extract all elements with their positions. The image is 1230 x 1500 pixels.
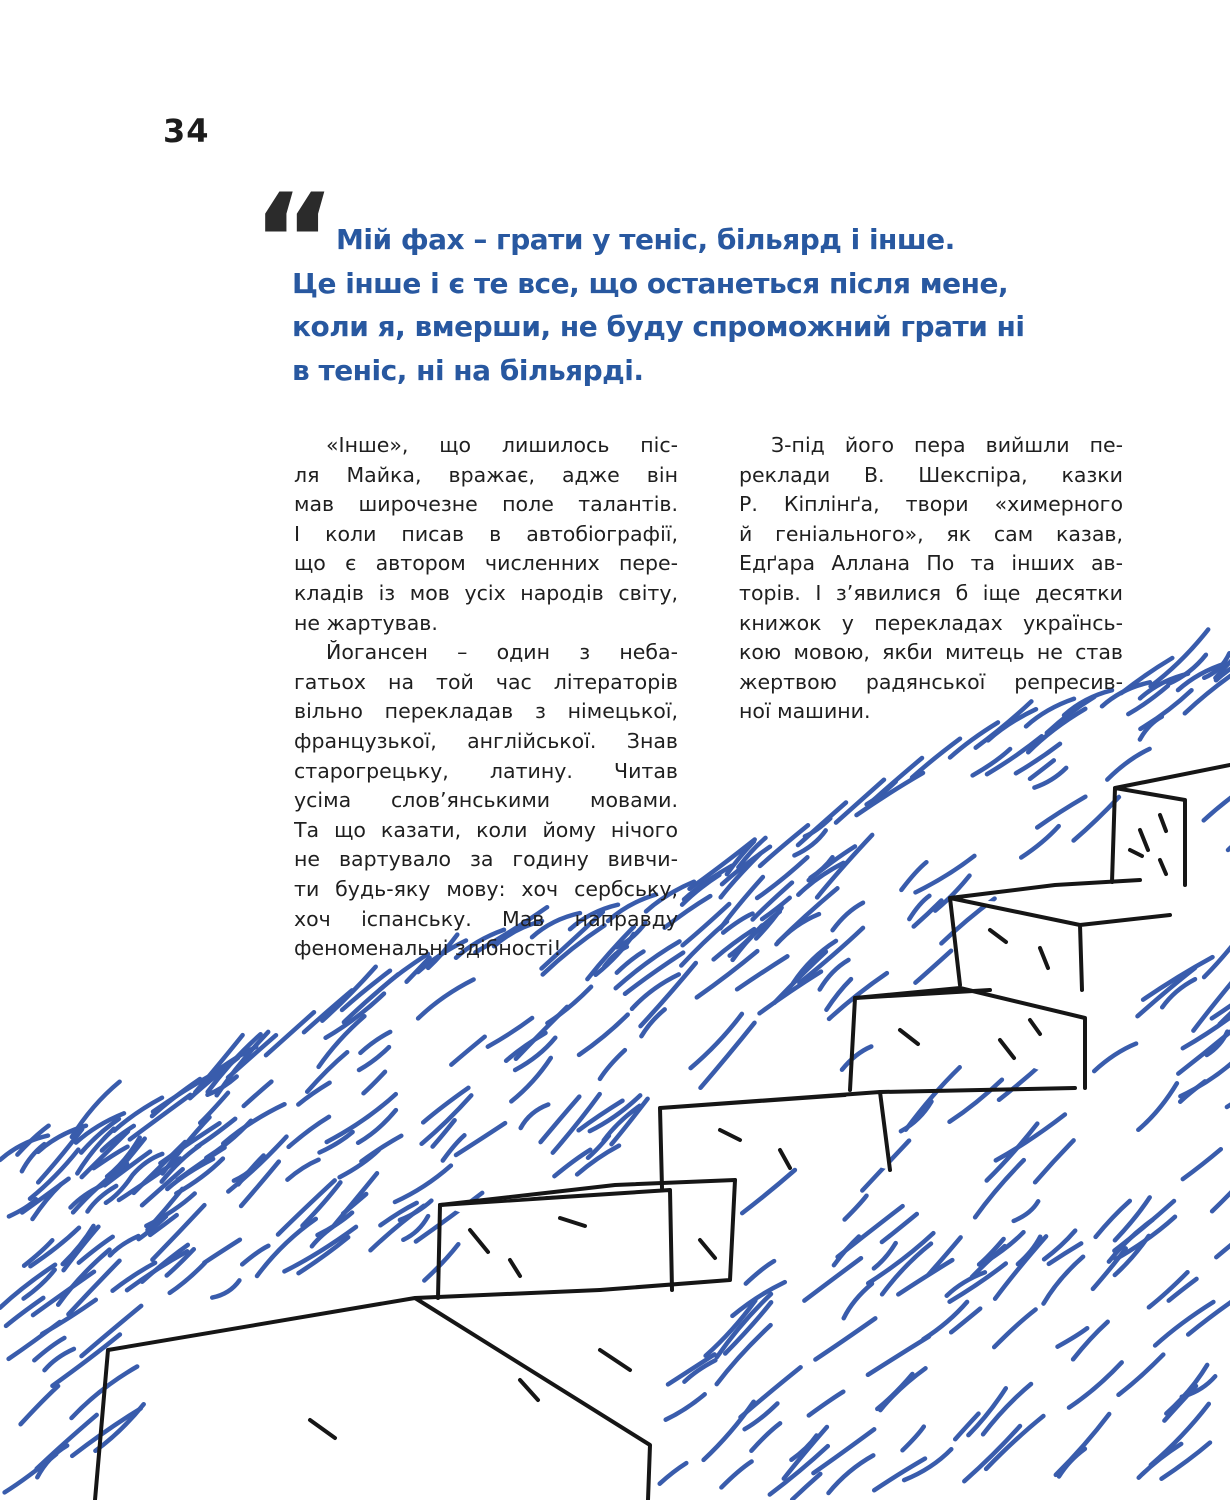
hatch-stroke — [1151, 1404, 1209, 1465]
quote-line: в теніс, ні на більярді. — [292, 353, 644, 387]
hatch-stroke — [742, 1170, 795, 1213]
hatch-stroke — [361, 1136, 401, 1162]
hatch-stroke — [986, 1416, 1043, 1469]
hatch-stroke — [1069, 1362, 1122, 1407]
hatch-stroke — [776, 914, 819, 944]
hill-edge-stroke — [760, 825, 808, 866]
hatch-stroke — [668, 1354, 715, 1384]
hatch-stroke — [68, 1261, 119, 1315]
hatch-stroke — [451, 1037, 484, 1065]
hatch-stroke — [833, 903, 863, 931]
hatch-stroke — [792, 1474, 820, 1500]
hatch-stroke — [579, 1015, 628, 1055]
hatch-stroke — [964, 1426, 1020, 1481]
paragraph — [739, 431, 1123, 727]
hatch-stroke — [732, 1282, 784, 1316]
hill-edge-stroke — [798, 803, 846, 846]
hatch-stroke — [844, 1284, 872, 1319]
text-line: кою мовою, якби митець не став — [739, 640, 1123, 665]
hatch-stroke — [1059, 1449, 1085, 1477]
hatch-stroke — [1037, 797, 1085, 828]
hatch-stroke — [212, 1280, 239, 1297]
hatch-stroke — [110, 1236, 138, 1255]
hatch-stroke — [987, 736, 1042, 774]
hatch-stroke — [1094, 1044, 1136, 1072]
hatch-stroke — [299, 1237, 349, 1273]
hatch-stroke — [364, 1072, 386, 1094]
hatch-stroke — [424, 1244, 458, 1280]
hatch-stroke — [660, 1463, 687, 1484]
hatch-stroke — [691, 1014, 742, 1068]
hatch-stroke — [1035, 1140, 1074, 1182]
quote-line: Це інше і є те все, що останеться після мене, — [292, 266, 1009, 300]
page-number: 34 — [163, 112, 210, 150]
hatch-stroke — [880, 1368, 925, 1410]
text-line: З-під його пера вийшли пе- — [771, 433, 1123, 457]
hatch-stroke — [21, 1386, 59, 1424]
hatch-stroke — [1107, 749, 1149, 780]
hatch-stroke — [443, 1135, 465, 1160]
hatch-stroke — [327, 1094, 396, 1142]
hatch-stroke — [418, 980, 474, 1019]
text-line: Р. Кіплінґа, твори «химерного — [739, 492, 1123, 517]
text-line: кладів із мов усіх народів світу, — [294, 580, 678, 605]
hatch-stroke — [241, 1162, 279, 1206]
hatch-stroke — [697, 951, 758, 997]
text-line: мав широчезне поле талантів. — [294, 492, 678, 517]
hatch-stroke — [809, 1392, 844, 1416]
hatch-stroke — [52, 1335, 120, 1386]
hatch-stroke — [994, 1310, 1035, 1348]
hatch-stroke — [0, 1265, 55, 1308]
text-line: французької, англійської. Знав — [294, 728, 678, 753]
hill-edge-stroke — [266, 1012, 314, 1055]
hatch-stroke — [9, 1322, 60, 1359]
hatch-stroke — [903, 1427, 924, 1451]
text-line: реклади В. Шекспіра, казки — [739, 462, 1123, 487]
hatch-stroke — [1138, 968, 1196, 1016]
hatch-stroke — [1204, 775, 1230, 821]
hatch-stroke — [200, 1093, 228, 1123]
hatch-stroke — [1140, 690, 1191, 729]
hatch-stroke — [928, 1237, 960, 1274]
pull-quote — [292, 218, 1192, 392]
hatch-stroke — [901, 862, 926, 890]
hatch-stroke — [1139, 1444, 1182, 1478]
hatch-stroke — [395, 1166, 451, 1202]
text-line: гатьох на той час літераторів — [294, 669, 678, 694]
hatch-stroke — [289, 1117, 329, 1147]
hatch-stroke — [1188, 1287, 1230, 1335]
hatch-stroke — [521, 1105, 549, 1129]
hatch-stroke — [1014, 1201, 1038, 1221]
hatch-stroke — [1138, 1083, 1177, 1130]
text-line: Йогансен – один з неба- — [326, 640, 678, 665]
text-line: хоч іспанську. Мав направду — [294, 906, 678, 931]
hatch-stroke — [72, 1409, 141, 1456]
hatch-stroke — [1021, 826, 1058, 857]
hatch-stroke — [1119, 1355, 1164, 1395]
hatch-stroke — [1212, 1165, 1230, 1211]
hatch-stroke — [1204, 924, 1230, 977]
hatch-stroke — [1058, 1328, 1088, 1347]
hatch-stroke — [45, 1349, 74, 1370]
text-line: усіма слов’янськими мовами. — [294, 788, 678, 813]
hatch-stroke — [488, 1018, 532, 1047]
left-column — [294, 431, 678, 964]
hatch-stroke — [223, 1104, 284, 1143]
hatch-stroke — [1183, 1149, 1221, 1179]
quote-mark-icon: “ — [252, 167, 337, 316]
hatch-stroke — [1180, 1053, 1230, 1096]
hatch-stroke — [815, 1318, 875, 1359]
hatch-stroke — [996, 1115, 1065, 1161]
right-column — [739, 431, 1123, 727]
text-line: І коли писав в автобіографії, — [294, 521, 678, 546]
hatch-stroke — [242, 1246, 268, 1265]
quote-line: коли я, вмерши, не буду спроможний грати ні — [292, 310, 1025, 343]
hatch-stroke — [244, 1082, 272, 1106]
hatch-stroke — [506, 1033, 545, 1061]
hatch-stroke — [986, 1232, 1024, 1262]
text-line: книжок у перекладах українсь- — [739, 610, 1123, 635]
text-line: вільно перекладав з німецької, — [294, 699, 678, 724]
hatch-stroke — [923, 1302, 967, 1339]
hatch-stroke — [600, 1050, 625, 1079]
hatch-stroke — [195, 1035, 242, 1092]
hatch-stroke — [845, 1196, 867, 1220]
text-line: жертвою радянської репресив- — [739, 669, 1123, 694]
hatch-stroke — [343, 1194, 366, 1214]
hatch-stroke — [1216, 1215, 1230, 1257]
text-line: й геніального», як сам казав, — [739, 521, 1123, 546]
hatch-stroke — [1056, 1414, 1109, 1475]
paragraph — [294, 431, 678, 638]
quote-line: Мій фах – грати у теніс, більярд і інше. — [336, 223, 955, 256]
hatch-stroke — [721, 1462, 751, 1488]
hatch-stroke — [1164, 1386, 1196, 1421]
text-line: Та що казати, коли йому нічого — [294, 817, 678, 842]
text-line: торів. І з’явилися б іще десятки — [739, 580, 1123, 605]
text-line: ля Майка, вражає, адже він — [294, 462, 678, 487]
hatch-stroke — [868, 1337, 929, 1375]
hatch-stroke — [717, 1294, 771, 1357]
text-line: не вартувало за годину вивчи- — [294, 847, 678, 872]
hatch-stroke — [915, 951, 951, 983]
text-line: що є автором численних пере- — [294, 551, 678, 576]
text-line: ти будь-яку мову: хоч сербську, — [294, 876, 678, 901]
hatch-stroke — [547, 987, 591, 1023]
hatch-stroke — [1073, 1322, 1108, 1360]
hatch-stroke — [1169, 1279, 1197, 1301]
hatch-stroke — [751, 1423, 780, 1451]
text-line: Едґара Аллана По та інших ав- — [739, 551, 1123, 576]
text-line: старогрецьку, латину. Читав — [294, 758, 678, 783]
hatch-stroke — [511, 1058, 551, 1102]
hatch-stroke — [760, 972, 822, 1014]
hatch-stroke — [842, 1047, 871, 1070]
hatch-stroke — [554, 1150, 590, 1176]
text-line: феноменальні здібності! — [294, 936, 562, 961]
text-line: «Інше», що лишилось піс- — [326, 433, 678, 457]
hatch-stroke — [950, 1080, 1002, 1122]
text-line: не жартував. — [294, 610, 438, 635]
hatch-stroke — [130, 1095, 191, 1140]
hatch-stroke — [287, 1160, 318, 1180]
paragraph — [294, 638, 678, 964]
hatch-stroke — [358, 1110, 396, 1143]
hatch-stroke — [829, 1455, 874, 1493]
hatch-stroke — [204, 1240, 240, 1263]
hatch-stroke — [746, 1261, 774, 1284]
hatch-stroke — [666, 1394, 705, 1419]
text-line: ної машини. — [739, 699, 871, 724]
